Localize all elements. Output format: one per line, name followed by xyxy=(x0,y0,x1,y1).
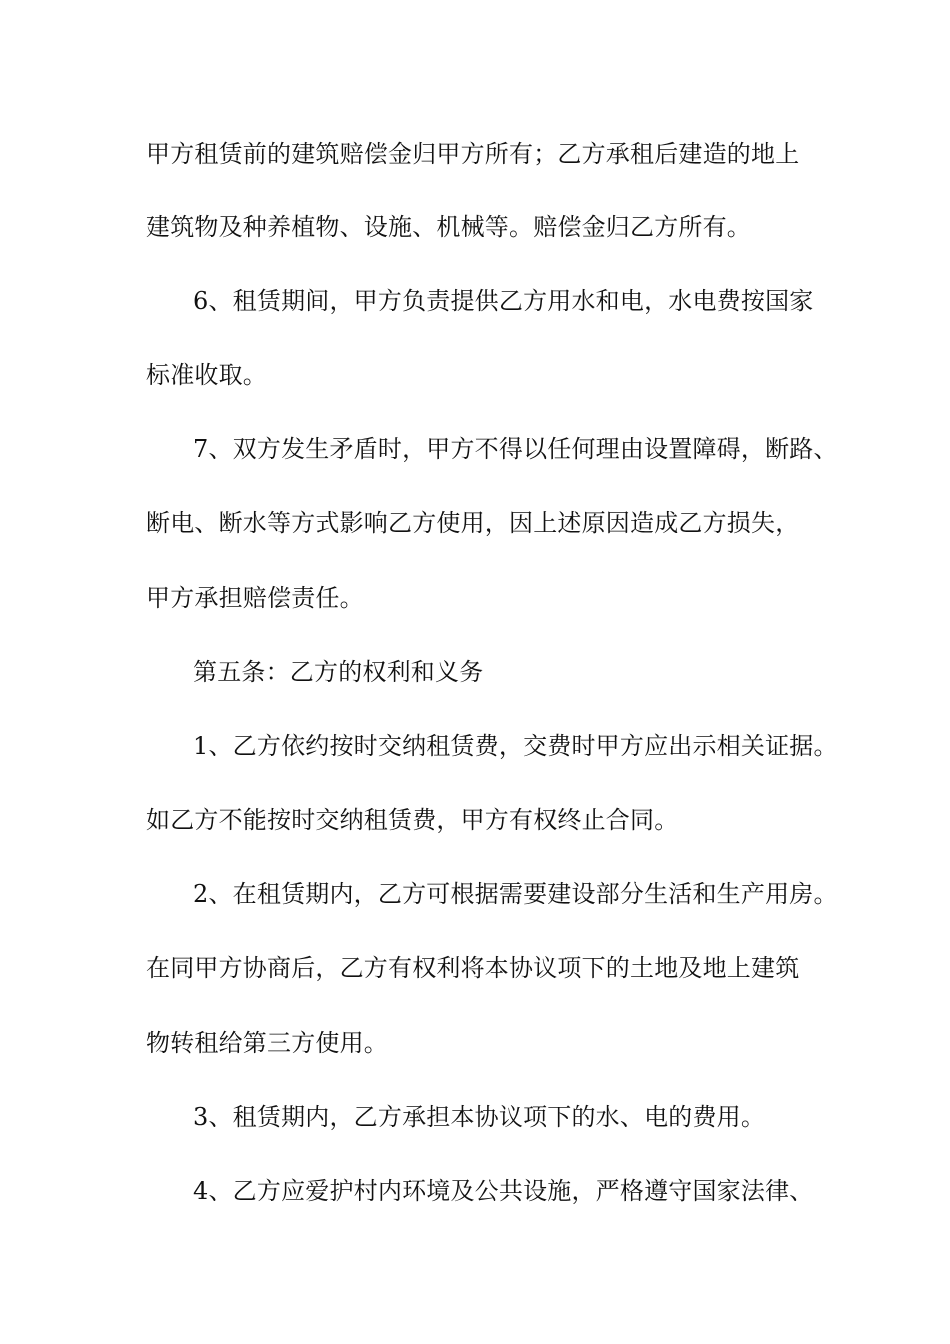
text-line: 甲方租赁前的建筑赔偿金归甲方所有；乙方承租后建造的地上 xyxy=(146,140,800,168)
text-line: 断电、断水等方式影响乙方使用，因上述原因造成乙方损失， xyxy=(146,509,800,537)
text-line: 甲方承担赔偿责任。 xyxy=(146,584,364,612)
text-line: 标准收取。 xyxy=(146,361,267,389)
text-line: 3、租赁期内，乙方承担本协议项下的水、电的费用。 xyxy=(193,1103,766,1131)
text-line: 物转租给第三方使用。 xyxy=(146,1029,388,1057)
section-heading: 第五条：乙方的权利和义务 xyxy=(193,658,484,686)
text-line: 6、租赁期间，甲方负责提供乙方用水和电，水电费按国家 xyxy=(193,287,814,315)
text-line: 建筑物及种养植物、设施、机械等。赔偿金归乙方所有。 xyxy=(146,213,751,241)
text-line: 1、乙方依约按时交纳租赁费，交费时甲方应出示相关证据。 xyxy=(193,732,838,760)
text-line: 如乙方不能按时交纳租赁费，甲方有权终止合同。 xyxy=(146,806,679,834)
text-line: 2、在租赁期内，乙方可根据需要建设部分生活和生产用房。 xyxy=(193,880,838,908)
text-line: 7、双方发生矛盾时，甲方不得以任何理由设置障碍，断路、 xyxy=(193,435,838,463)
text-line: 4、乙方应爱护村内环境及公共设施，严格遵守国家法律、 xyxy=(193,1177,814,1205)
text-line: 在同甲方协商后，乙方有权利将本协议项下的土地及地上建筑 xyxy=(146,954,800,982)
